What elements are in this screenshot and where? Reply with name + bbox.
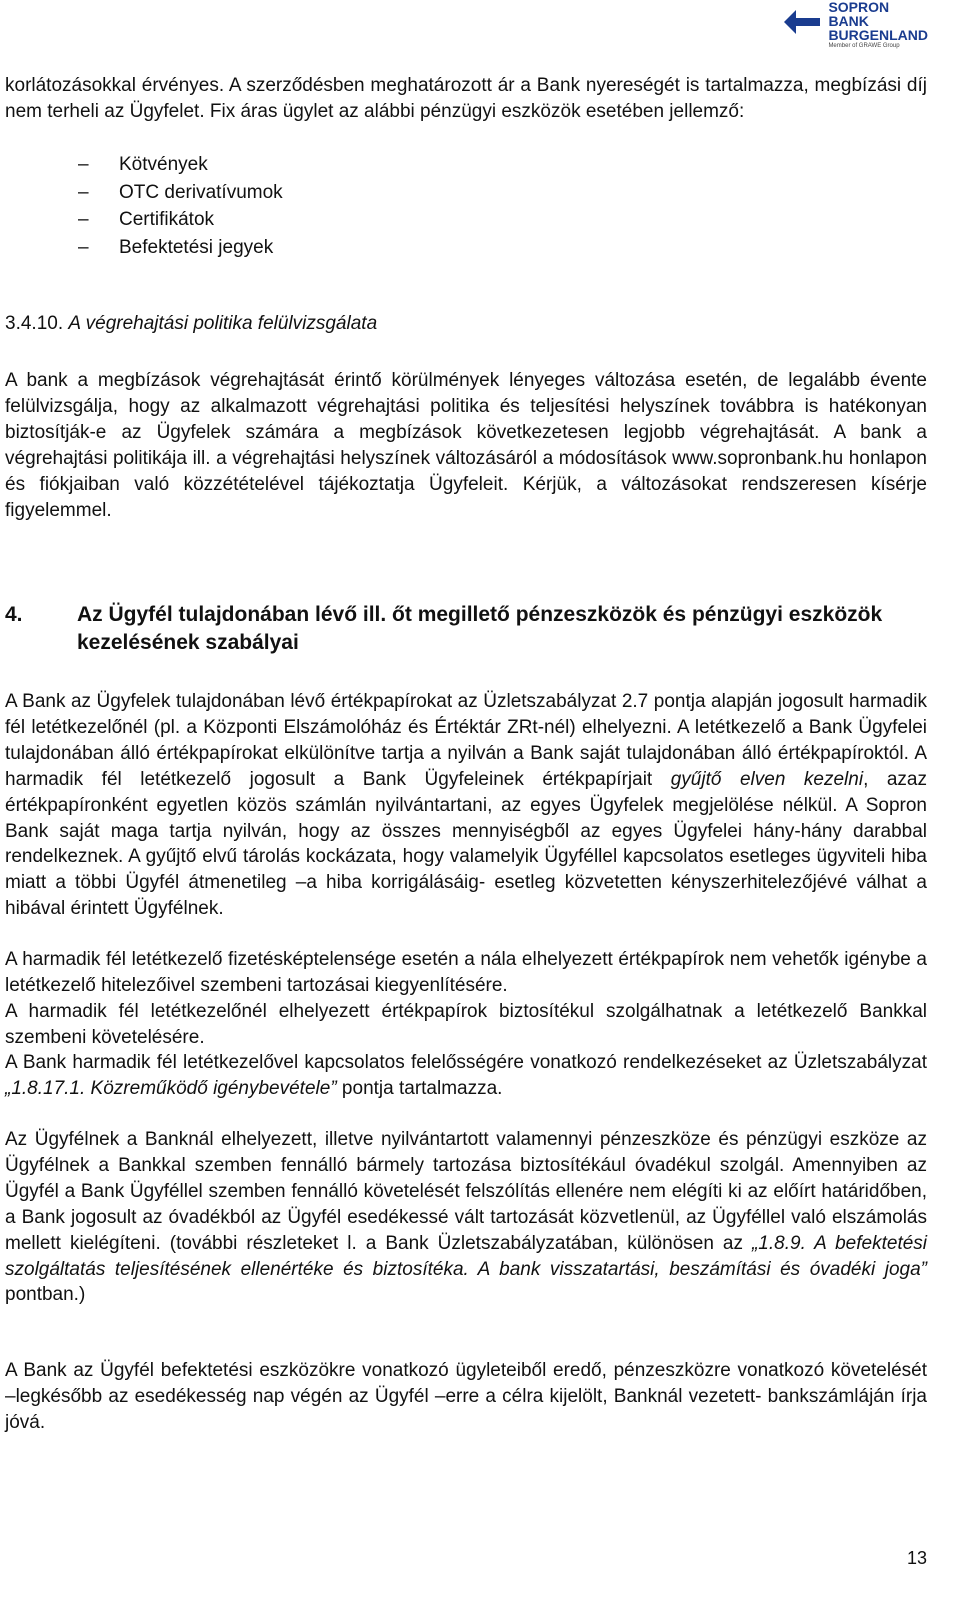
list-item: [5, 151, 283, 179]
insolvency-paragraph: A harmadik fél letétkezelő fizetésképtelensége esetén a nála elhelyezett értékpapírok nem vehetők igénybe a letétkezelő hitelezőivel szembeni tartozásai kiegyenlítésére.: [5, 949, 927, 996]
chapter-heading: [5, 601, 907, 657]
liability-text-2: pontja tartalmazza.: [336, 1077, 503, 1099]
dash-icon: –: [78, 154, 89, 175]
list-item-label: Certifikátok: [119, 209, 215, 230]
custody-text-1: A Bank az Ügyfelek tulajdonában lévő értékpapírokat az Üzletszabályzat 2.7 pontja alapján jogosult harmadik fél letétkezelőnél (pl. a Központi Elszámolóház és Értéktár ZRt-nél) elhelyezni. A letétkezelő a Bank Ügyfelei tulajdonában álló értékpapírokat elkülönítve tartja a nyilván a Bank saját tulajdonában álló értékpapíroktól. A harmadik fél letétkezelő jogosult a Bank Ügyfeleinek értékpapírjait: [5, 691, 927, 790]
liability-paragraph: [5, 1050, 927, 1102]
dash-icon: –: [78, 209, 89, 230]
list-item: [5, 179, 283, 207]
intro-paragraph: korlátozásokkal érvényes. A szerződésben meghatározott ár a Bank nyereségét is tartalmazza, megbízási díj nem terheli az Ügyfelet. Fix áras ügylet az alábbi pénzügyi eszközök esetében jellemző:: [5, 75, 927, 122]
logo-line-1: SOPRON: [828, 0, 890, 15]
list-item: [5, 206, 283, 234]
liability-emphasis: „1.8.17.1. Közreműködő igénybevétele”: [5, 1077, 337, 1099]
section-heading: [5, 311, 377, 337]
logo-tagline: Member of GRAWE Group: [828, 43, 900, 49]
chapter-number: 4.: [5, 603, 23, 626]
dash-icon: –: [78, 181, 89, 203]
list-item-label: Befektetési jegyek: [119, 236, 274, 258]
pledge-text-1: Az Ügyfélnek a Banknál elhelyezett, illetve nyilvántartott valamennyi pénzeszköze és pénzügyi eszköze az Ügyfélnek a Bankkal szemben fennálló bármely tartozása biztosítékául óvadékul szolgál. Amennyiben az Ügyfél a Bank Ügyféllel szemben fennálló követelését felszólítás ellenére nem elégíti ki az előírt határidőben, a Bank jogosult az óvadékból az Ügyfél esedékessé vált tartozását közvetlenül, az Ügyféllel való elszámolás mellett kielégíteni. (további részleteket l. a Bank Üzletszabályzatában, különösen az: [5, 1129, 927, 1254]
logo-line-3: BURGENLAND: [828, 27, 928, 43]
custody-paragraph: [5, 689, 927, 922]
review-paragraph: A bank a megbízások végrehajtását érintő körülmények lényeges változása esetén, de legalább évente felülvizsgálja, hogy az alkalmazott végrehajtási politika és teljesítési helyszínek továbbra is hatékonyan biztosítják-e az Ügyfelek számára a megbízások következetesen legjobb végrehajtását. A bank a végrehajtási politikája ill. a végrehajtási helyszínek változásáról a módosítások www.sopronbank.hu honlapon és fiókjaiban való közzétételével tájékoztatja Ügyfeleit. Kérjük, a változásokat rendszeresen kísérje figyelemmel.: [5, 370, 927, 521]
logo-text: [828, 0, 928, 50]
logo-line-2: BANK: [828, 13, 869, 29]
collateral-paragraph: A harmadik fél letétkezelőnél elhelyezett értékpapírok biztosítékul szolgálhatnak a letétkezelő Bankkal szembeni követelésére.: [5, 1001, 927, 1048]
logo-mark-icon: [782, 2, 822, 42]
list-item: [5, 234, 283, 262]
dash-icon: –: [78, 236, 89, 258]
pledge-paragraph: [5, 1127, 927, 1308]
instrument-list: [5, 151, 283, 261]
credit-paragraph: A Bank az Ügyfél befektetési eszközökre vonatkozó ügyleteiből eredő, pénzeszközre vonatkozó követelését –legkésőbb az esedékesség nap végén az Ügyfél –erre a célra kijelölt, Banknál vezetett- bankszámláján írja jóvá.: [5, 1360, 927, 1433]
section-number: 3.4.10.: [5, 313, 64, 334]
pledge-text-2: pontban.): [5, 1284, 86, 1306]
section-title: A végrehajtási politika felülvizsgálata: [68, 313, 378, 334]
chapter-title: Az Ügyfél tulajdonában lévő ill. őt megillető pénzeszközök és pénzügyi eszközök kezelésének szabályai: [77, 603, 883, 654]
bank-logo: [782, 0, 928, 50]
custody-emphasis: gyűjtő elven kezelni: [670, 768, 864, 790]
list-item-label: OTC derivatívumok: [119, 181, 283, 203]
list-item-label: Kötvények: [119, 154, 208, 175]
page-number: 13: [906, 1548, 927, 1568]
custody-text-2: , azaz értékpapíronként egyetlen közös számlán nyilvántartani, az egyes Ügyfelek megjelölése nélkül. A Sopron Bank saját maga tartja nyilván, hogy az összes mennyiségből az egyes Ügyfelei hány-hány darabbal rendelkeznek. A gyűjtő elvű tárolás kockázata, hogy valamelyik Ügyféllel kapcsolatos esetleges ügyviteli hiba miatt a többi Ügyfél átmenetileg –a hiba korrigálásáig- esetleg közvetetten kényszerhitelezőjévé válhat a hibával érintett Ügyfélnek.: [5, 768, 928, 920]
liability-text-1: A Bank harmadik fél letétkezelővel kapcsolatos felelősségére vonatkozó rendelkezéseket az Üzletszabályzat: [5, 1052, 927, 1073]
pledge-emphasis: „1.8.9. A befektetési szolgáltatás teljesítésének ellenértéke és biztosítéka. A bank visszatartási, beszámítási és óvadéki joga”: [5, 1232, 928, 1280]
